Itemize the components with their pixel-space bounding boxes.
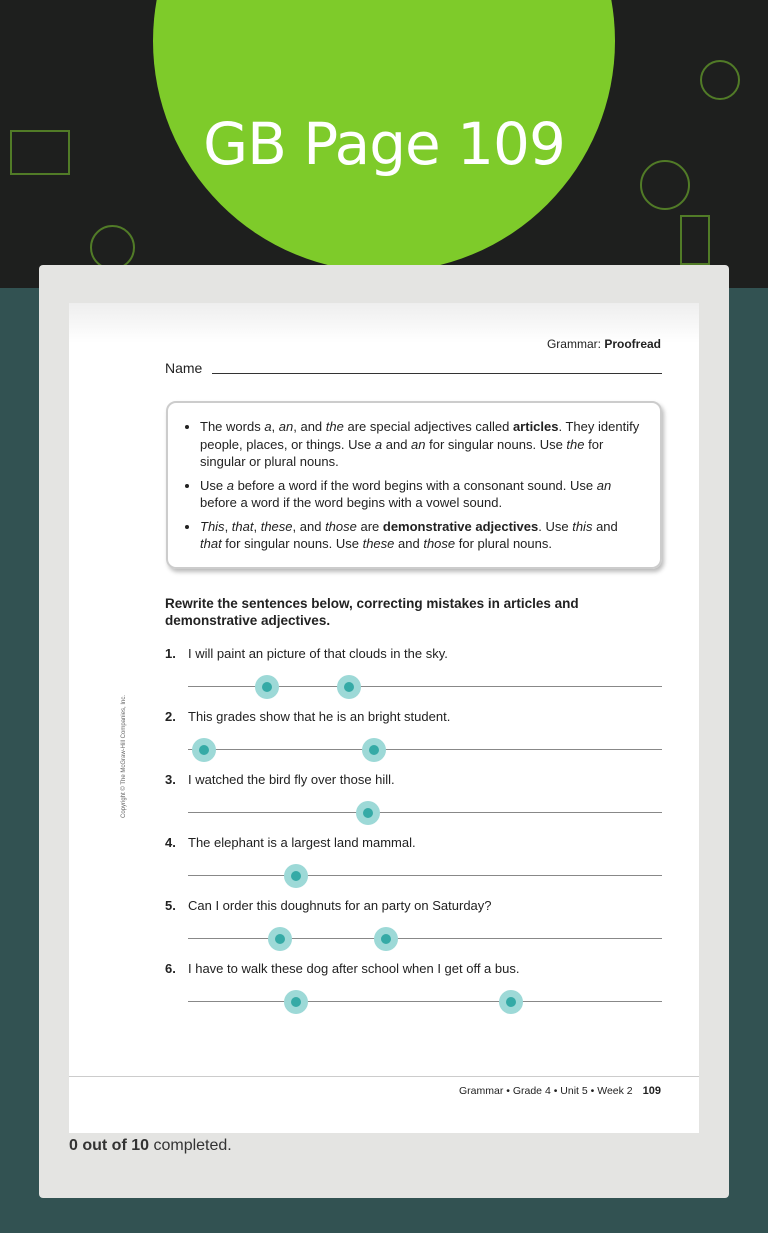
page-title: GB Page 109 — [203, 110, 565, 178]
question-number: 1. — [165, 646, 176, 661]
worksheet-card — [39, 265, 729, 1198]
answer-line — [188, 1001, 662, 1002]
answer-line — [188, 749, 662, 750]
rule-text: , and — [293, 419, 326, 434]
name-label: Name — [165, 360, 203, 376]
question-text: I will paint an picture of that clouds in the sky. — [188, 646, 448, 661]
header-banner — [0, 0, 768, 288]
question-number: 6. — [165, 961, 176, 976]
rule-text: the — [566, 436, 585, 452]
rule-text: articles — [512, 419, 559, 434]
rule-text: these — [260, 518, 293, 534]
rule-item — [200, 518, 640, 553]
rule-text: Use — [200, 477, 227, 493]
rule-text: are — [356, 518, 383, 534]
question-text: This grades show that he is an bright student. — [188, 709, 451, 724]
question — [165, 835, 416, 850]
globe-doodle — [90, 225, 135, 270]
progress-status — [69, 1137, 232, 1155]
answer-hotspot[interactable] — [356, 801, 380, 825]
question-text: The elephant is a largest land mammal. — [188, 835, 416, 850]
rule-text: an — [411, 436, 426, 452]
rule-text: a — [226, 477, 234, 493]
question-text: I watched the bird fly over those hill. — [188, 772, 395, 787]
rule-text: The words — [200, 419, 265, 434]
rule-item — [200, 477, 640, 512]
question-number: 2. — [165, 709, 176, 724]
progress-suffix: completed. — [149, 1137, 232, 1154]
rule-text: for plural nouns. — [455, 536, 552, 551]
question-number: 4. — [165, 835, 176, 850]
rule-text: , — [271, 419, 279, 434]
rule-text: and — [394, 536, 424, 551]
instructions: Rewrite the sentences below, correcting mistakes in articles and demonstrative adjectives. — [165, 596, 579, 628]
answer-line — [188, 938, 662, 939]
question-number: 5. — [165, 898, 176, 913]
rule-text: demonstrative adjectives — [382, 518, 539, 534]
rule-text: a — [264, 419, 272, 434]
worksheet-heading — [547, 337, 661, 351]
rule-text: for singular or plural nouns. — [200, 436, 604, 469]
answer-line — [188, 812, 662, 813]
copyright: Copyright © The McGraw-Hill Companies, Inc. — [121, 694, 127, 818]
rule-text: for singular nouns. Use — [425, 436, 567, 452]
question — [165, 961, 519, 976]
rule-text: , — [253, 518, 261, 534]
heading-prefix: Grammar: — [546, 337, 601, 351]
notebook-doodle — [680, 215, 710, 265]
rule-item — [200, 418, 640, 471]
rule-text: that — [231, 518, 254, 534]
question — [165, 772, 395, 787]
rule-text: and — [382, 436, 412, 452]
rule-text: that — [200, 536, 222, 551]
footer-divider — [69, 1076, 699, 1077]
rule-text: for singular nouns. Use — [221, 536, 363, 551]
answer-hotspot[interactable] — [284, 990, 308, 1014]
question-text: I have to walk these dog after school when I get off a bus. — [188, 961, 520, 976]
answer-line — [188, 875, 662, 876]
question — [165, 709, 450, 724]
rule-text: an — [278, 419, 294, 434]
rules-box — [166, 401, 662, 569]
rule-text: those — [423, 536, 456, 551]
rule-text: , — [224, 518, 232, 534]
rule-text: are special adjectives called — [343, 419, 513, 434]
progress-count: 0 out of 10 — [69, 1137, 150, 1154]
answer-hotspot[interactable] — [362, 738, 386, 762]
rule-text: an — [596, 477, 612, 493]
rule-text: the — [325, 419, 344, 434]
rule-text: before a word if the word begins with a vowel sound. — [200, 495, 503, 510]
question-number: 3. — [165, 772, 176, 787]
rule-text: a — [374, 436, 383, 452]
answer-hotspot[interactable] — [499, 990, 523, 1014]
flask-doodle — [700, 60, 740, 100]
rule-text: , and — [292, 518, 326, 534]
answer-hotspot[interactable] — [192, 738, 216, 762]
answer-hotspot[interactable] — [268, 927, 292, 951]
question-text: Can I order this doughnuts for an party on Saturday? — [188, 898, 492, 913]
footer-text: Grammar • Grade 4 • Unit 5 • Week 2 — [459, 1085, 633, 1097]
question — [165, 646, 448, 661]
rule-text: . They identify people, places, or things. Use — [200, 419, 640, 452]
rule-text: This — [200, 518, 225, 534]
page-number: 109 — [642, 1085, 661, 1097]
rule-text: those — [325, 518, 357, 534]
name-line — [212, 373, 662, 374]
answer-hotspot[interactable] — [374, 927, 398, 951]
rule-text: . Use — [538, 518, 573, 534]
answer-hotspot[interactable] — [255, 675, 279, 699]
page-footer — [459, 1085, 661, 1097]
heading-bold: Proofread — [604, 337, 661, 351]
worksheet-page — [69, 303, 699, 1133]
answer-hotspot[interactable] — [337, 675, 361, 699]
rule-text: before a word if the word begins with a consonant sound. Use — [233, 477, 597, 493]
rule-text: this — [572, 518, 593, 534]
question — [165, 898, 492, 913]
answer-hotspot[interactable] — [284, 864, 308, 888]
rule-text: and — [592, 518, 618, 534]
rule-text: these — [362, 536, 395, 551]
